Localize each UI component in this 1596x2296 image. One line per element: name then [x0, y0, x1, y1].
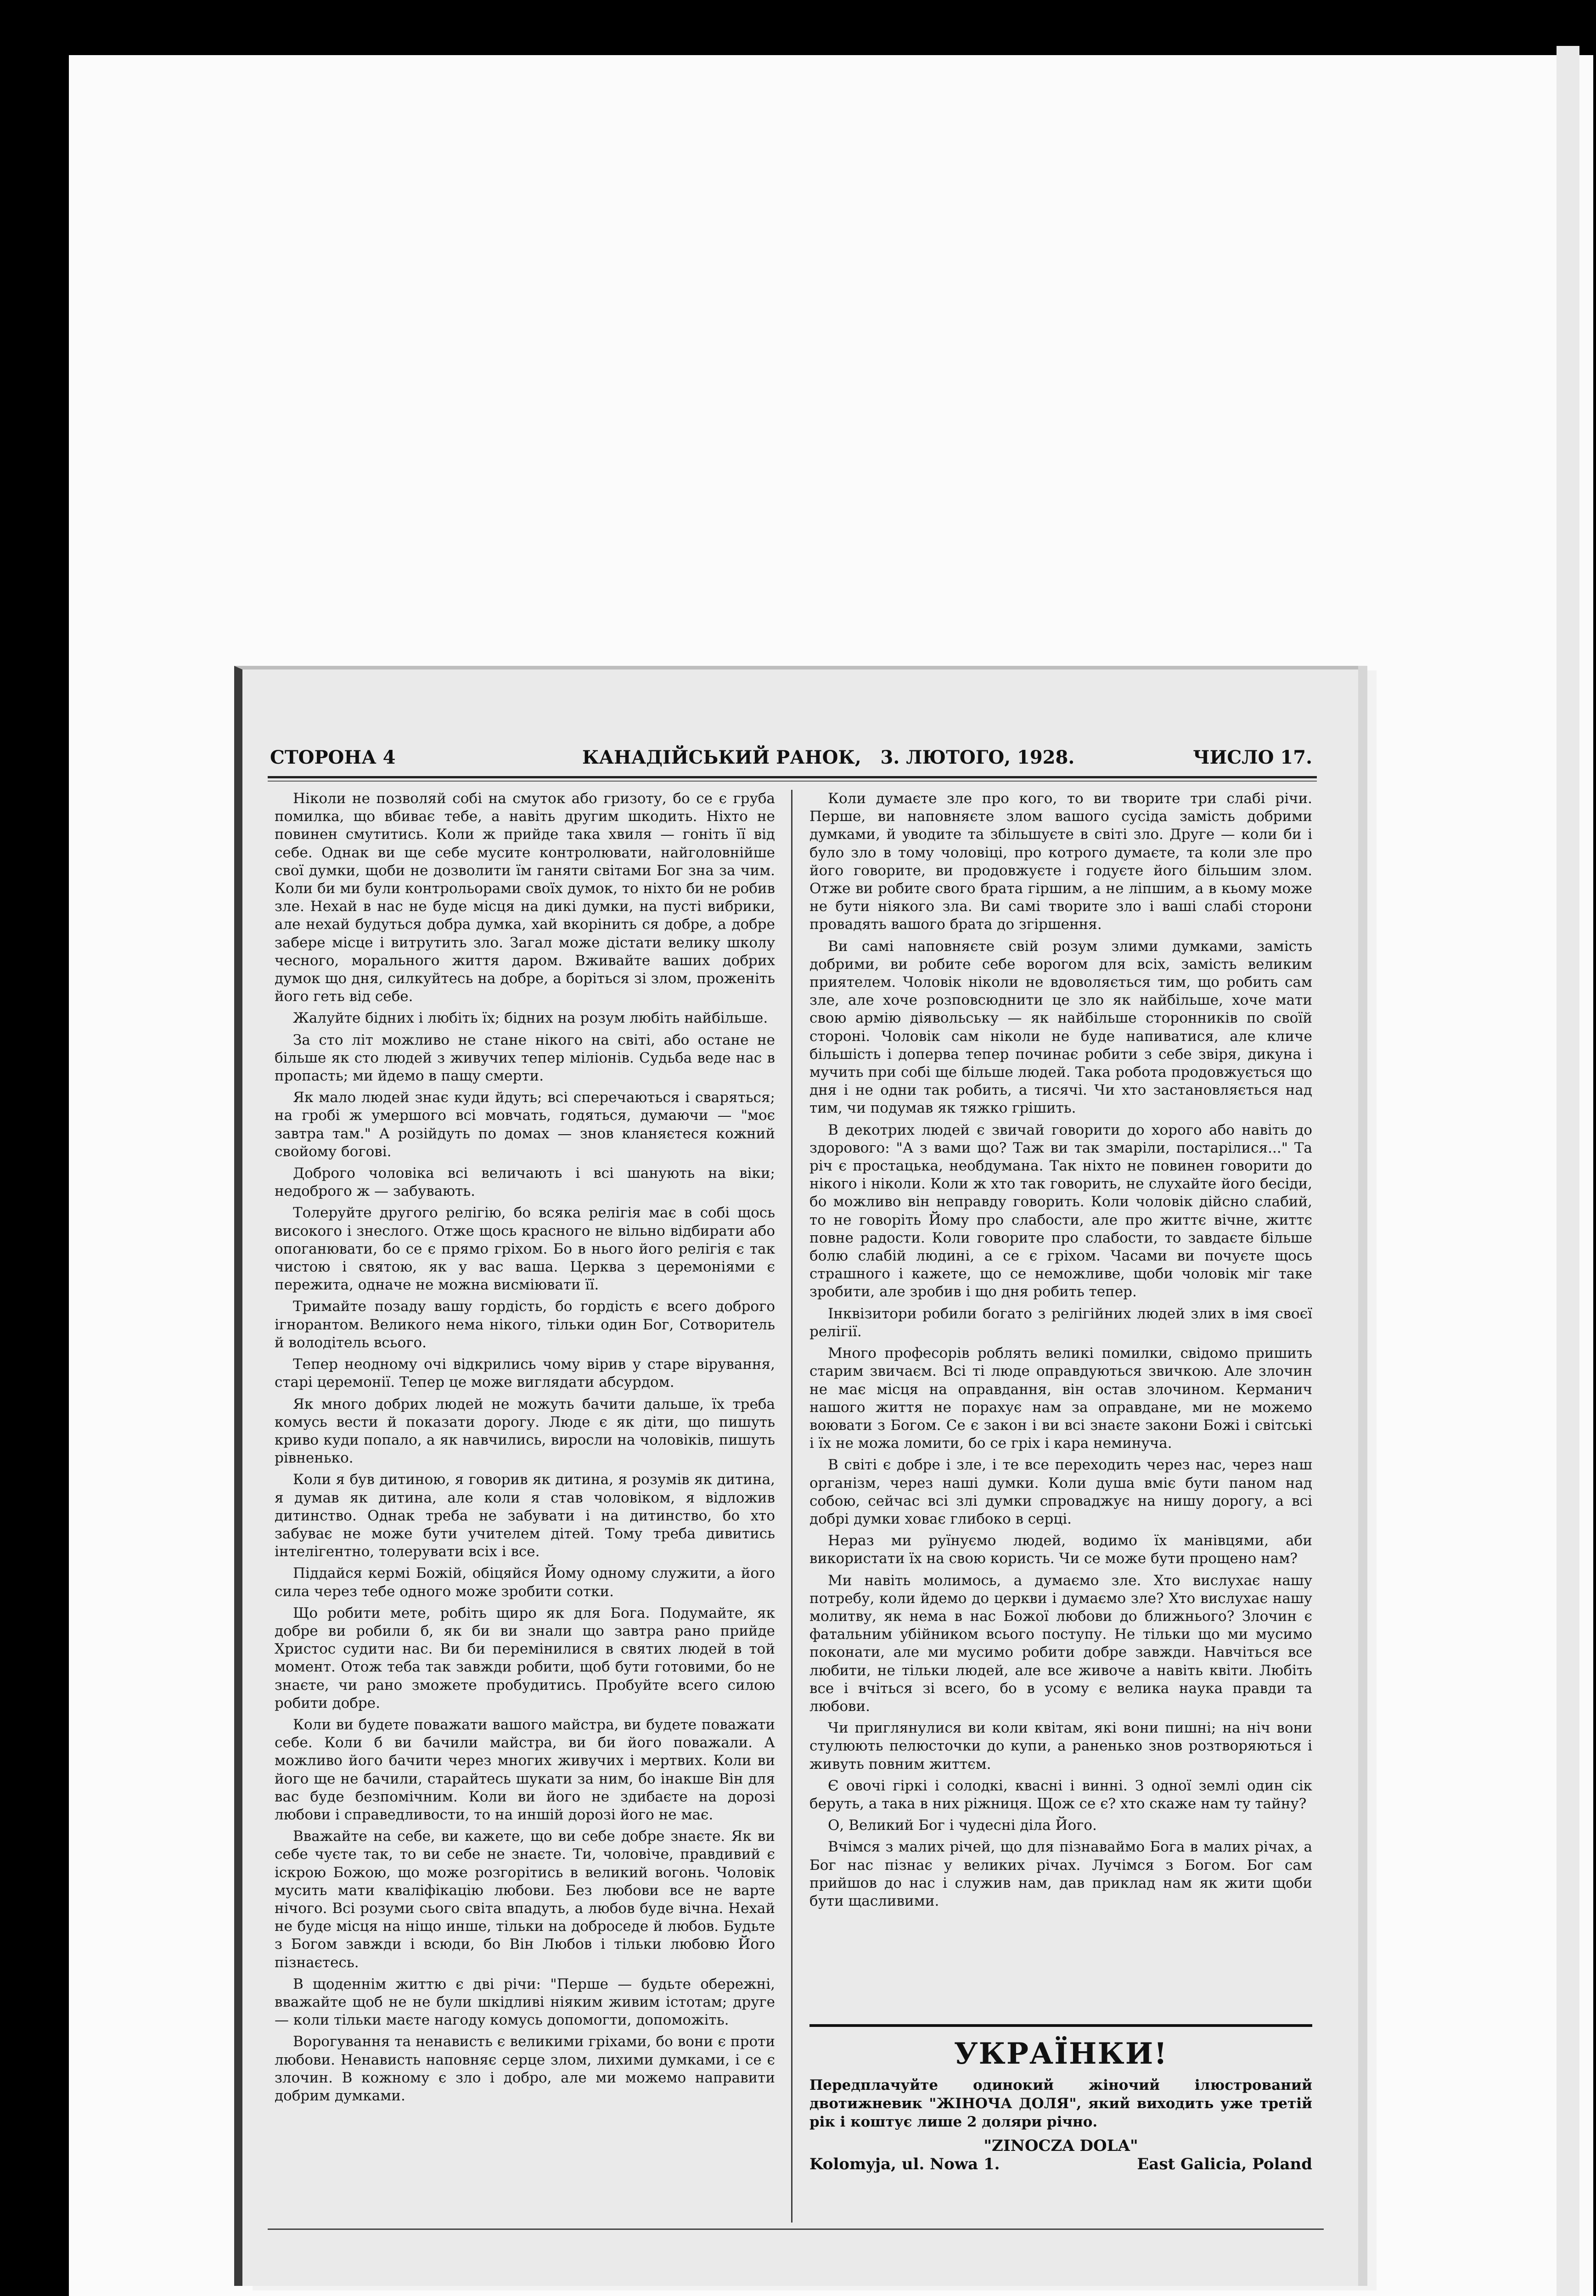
paragraph: Піддайся кермі Божій, обіцяйся Йому одному служити, а його сила через тебе одного може зробити сотки. [275, 1565, 775, 1600]
paragraph: Вчімся з малих річей, що для пізнаваймо Бога в малих річах, а Бог нас пізнає у великих річах. Лучімся з Богом. Бог сам прийшов до нас і служив нам, дав приклад нам як жити щоби бути щасливими. [809, 1839, 1312, 1909]
paragraph: Коли думаєте зле про кого, то ви творите три слабі річи. Перше, ви наповняєте злом вашого сусіда замість добрими думками, й уводите та збільшуєте в світі зло. Друге — коли би і було зло в тому чоловіці, про котрого думаєте, та коли зле про його говорите, ви продовжуєте і годуєте його більшим злом. Отже ви робите свого брата гіршим, а не ліпшим, а в кьому може не бути ніякого зла. Ви самі творите зло і ваші слабі сторони провадять вашого брата до згіршення. [809, 790, 1312, 933]
paragraph: Є овочі гіркі і солодкі, квасні і винні. З одної землі один сік беруть, а така в них ріжниця. Щож се є? хто скаже нам ту тайну? [809, 1777, 1312, 1812]
paragraph: Тепер неодному очі відкрились чому вірив у старе вірування, старі церемонії. Тепер це може виглядати абсурдом. [275, 1356, 775, 1391]
paragraph: О, Великий Бог і чудесні діла Його. [828, 1817, 1097, 1834]
paper-title-date [582, 747, 1074, 768]
paragraph: Много професорів роблять великі помилки, свідомо пришить старим звичаєм. Всі ті люде оправдуються звичкою. Але злочин не має місця на оправдання, він остав злочином. Керманич нашого життя не порахує нам за оправдане, ми не можемо воювати з Богом. Се є закон і ви всі знаєте закони Божі і світські і їх не можа ломити, бо се гріх і кара неминуча. [809, 1345, 1312, 1452]
paragraph: В щоденнім життю є дві річи: "Перше — будьте обережні, вважайте щоб не не були шкідливі ніяким живим істотам; друге — коли тільки маєте нагоду комусь допомогти, допоможіть. [275, 1975, 775, 2029]
advertisement-rule [809, 2024, 1312, 2027]
address-region: East Galicia, Poland [1137, 2155, 1312, 2173]
advertisement-title: УКРАЇНКИ! [954, 2037, 1168, 2071]
issue-number: ЧИСЛО 17. [1193, 747, 1312, 768]
paragraph: Інквізитори робили богато з релігійних людей злих в імя своєї релігії. [809, 1305, 1312, 1340]
page-number: СТОРОНА 4 [270, 747, 396, 768]
masthead-rule-thin [268, 781, 1317, 782]
column-divider [791, 790, 792, 2223]
paragraph: Що робити мете, робіть щиро як для Бога. Подумайте, як добре ви робили б, як би ви знали що завтра рано прийде Христос судити нас. Ви би перемінилися в святих людей в той момент. Отож теба так завжди робити, щоб бути готовими, бо не знаєте, чи рано зможете пробудитись. Пробуйте всего силою робити добре. [275, 1604, 775, 1711]
paragraph: Вважайте на себе, ви кажете, що ви себе добре знаєте. Як ви себе чуєте так, то ви себе не знаєте. Ти, чоловіче, правдивий є іскрою Божою, що може розгорітись в великий вогонь. Чоловік мусить мати кваліфікацію любови. Без любови все не варте нічого. Всі розуми сього світа впадуть, а любов буде вічна. Нехай не буде місця на ніщо инше, тільки на доброседе й любов. Будьте з Богом завжди і всюди, бо Він Любов і тільки любовю Його пізнаєтесь. [275, 1828, 775, 1971]
paragraph: За сто літ можливо не стане нікого на світі, або остане не більше як сто людей з живучих тепер міліонів. Судьба веде нас в пропасть; ми йдемо в пащу смерти. [275, 1031, 775, 1085]
masthead [270, 747, 1312, 774]
paragraph: Як мало людей знає куди йдуть; всі сперечаються і сваряться; на гробі ж умершого всі мовчать, годяться, думаючи — "моє завтра там." А розійдуть по домах — знов кланяєтеся кожний свойому богові. [275, 1089, 775, 1160]
paragraph: Ворогування та ненависть є великими гріхами, бо вони є проти любови. Ненависть наповняє серце злом, лихими думками, і се є злочин. В кожному є зло і добро, але ми можемо направити добрим думками. [275, 2033, 775, 2105]
bottom-rule [268, 2228, 1324, 2230]
advertisement-body: Передплачуйте одинокий жіночий ілюстрований двотижневик "ЖІНОЧА ДОЛЯ", який виходить уже третій рік і коштує лише 2 доляри річно. [809, 2077, 1312, 2130]
advertisement-address [809, 2155, 1312, 2178]
paragraph: Коли я був дитиною, я говорив як дитина, я розумів як дитина, я думав як дитина, але коли я став чоловіком, я відложив дитинство. Однак треба не забувати і на дитинство, бо хто забуває не може бути учителем дітей. Тому треба дивитись інтелігентно, толерувати всіх і все. [275, 1471, 775, 1560]
paragraph: Толеруйте другого релігію, бо всяка релігія має в собі щось високого і знеслого. Отже щось красного не вільно відбирати або опоганювати, бо се є прямо гріхом. Бо в нього його релігія є так чистою і святою, як у вас ваша. Церква з церемоніями є пережита, одначе не можна висміювати її. [275, 1204, 775, 1294]
paragraph: В світі є добре і зле, і те все переходить через нас, через наш організм, через наші думки. Коли душа вміє бути паном над собою, сейчас всі злі думки спроваджує на нишу дорогу, а всі добрі думки ховає глибоко в серці. [809, 1457, 1312, 1527]
advertisement-publication-name: "ZINOCZA DOLA" [983, 2137, 1138, 2155]
paragraph: Доброго чоловіка всі величають і всі шанують на віки; недоброго ж — забувають. [275, 1165, 775, 1200]
paragraph: Нераз ми руїнуємо людей, водимо їх манівцями, аби використати їх на свою користь. Чи се може бути прощено нам? [809, 1532, 1312, 1567]
microfilm-edge [1557, 46, 1579, 2296]
page-shadow [1359, 675, 1375, 2259]
paragraph: Жалуйте бідних і любіть їх; бідних на розум любіть найбільше. [293, 1010, 768, 1027]
paragraph: Ми навіть молимось, а думаємо зле. Хто вислухає нашу потребу, коли йдемо до церкви і думаємо зле? Хто вислухає нашу молитву, як нема в нас Божої любови до ближнього? Злочин є фатальним убійником всього поступу. Не тільки що ми мусимо поконати, але ми мусимо робити добре завжди. Навчіться все любити, не тільки людей, але все живоче а навіть квіти. Любіть все і вчіться зі всего, бо в усому є велика наука правди та любови. [809, 1572, 1312, 1715]
paragraph: Чи приглянулися ви коли квітам, які вони пишні; на ніч вони стулюють пелюсточки до купи, а раненько знов розтворяються і живуть повним життєм. [809, 1720, 1312, 1773]
left-column [275, 790, 775, 2109]
issue-date: 3. ЛЮТОГО, 1928. [880, 747, 1075, 768]
masthead-rule [268, 776, 1317, 778]
paragraph: Ви самі наповняєте свій розум злими думками, замість добрими, ви робите себе ворогом для всіх, замість великим приятелем. Чоловік ніколи не вдоволяється тим, що робить сам зле, але хоче розповсюднити це зло як найбільше, хоче мати свою армію діявольську — як найбільше сторонників по своїй стороні. Чоловік сам ніколи не буде напиватися, але кличе більшість і доперва тепер починає робити з себе звіря, дикуна і мучить при собі ще більше людей. Така робота продовжується що дня і не одни так робить, а тисячі. Чи хто застановляється над тим, чи подумав як тяжко грішить. [809, 938, 1312, 1117]
right-column [809, 790, 1312, 1914]
paragraph: Тримайте позаду вашу гордість, бо гордість є всего доброго ігнорантом. Великого нема нікого, тільки один Бог, Сотворитель й володітель всього. [275, 1298, 775, 1351]
paragraph: Коли ви будете поважати вашого майстра, ви будете поважати себе. Коли б ви бачили майстра, ви би його поважали. А можливо його бачити через многих живучих і мертвих. Коли ви його ще не бачили, старайтесь шукати за ним, бо інакше Він для вас буде безпомічним. Коли ви його не здибаєте на дорозі любови і справедливости, то на иншій дорозі його не має. [275, 1716, 775, 1823]
paper-title: КАНАДІЙСЬКИЙ РАНОК, [582, 747, 861, 768]
paragraph: Ніколи не позволяй собі на смуток або гризоту, бо се є груба помилка, що вбиває тебе, а навіть другим шкодить. Ніхто не повинен смутитись. Коли ж прийде така хвиля — гоніть її від себе. Однак ви ще себе мусите контролювати, найголовнійше свої думки, щоби не дозволити їм ганяти світами Бог зна за чим. Коли би ми були контрольорами своїх думок, то ніхто би не робив зле. Нехай в нас не буде місця на дикі думки, на пусті вибрики, але нехай будуться добра думка, хай вкорінить ся добре, а добре забере місце і витрутить зло. Загал може дістати велику школу чесного, морального життя даром. Вживайте ваших добрих думок що дня, силкуйтесь на добре, а боріться зі злом, проженіть його геть від себе. [275, 790, 775, 1005]
paragraph: Як много добрих людей не можуть бачити дальше, їх треба комусь вести й показати дорогу. Люде є як діти, що пишуть криво куди попало, а як навчились, виросли на чоловіків, пишуть рівненько. [275, 1396, 775, 1467]
paragraph: В декотрих людей є звичай говорити до хорого або навіть до здорового: "А з вами що? Таж ви так змаріли, постарілися..." Та річ є простацька, необдумана. Так ніхто не повинен говорити до нікого і ніколи. Коли ж хто так говорить, не слухайте його бесіди, бо можливо він неправду говорить. Коли чоловік дійсно слабий, то не говоріть Йому про слабости, але про життє вічне, життє повне радости. Коли говорите про слабости, то завдаєте більше болю слабій людині, а се є гріхом. Часами ви почуєте щось страшного і кажете, що се неможливе, щоби чоловік міг таке зробити, але зробив і що дня робить тепер. [809, 1121, 1312, 1300]
address-street: Kolomyja, ul. Nowa 1. [809, 2155, 1000, 2173]
advertisement [809, 2036, 1312, 2187]
newspaper-page [234, 666, 1358, 2286]
